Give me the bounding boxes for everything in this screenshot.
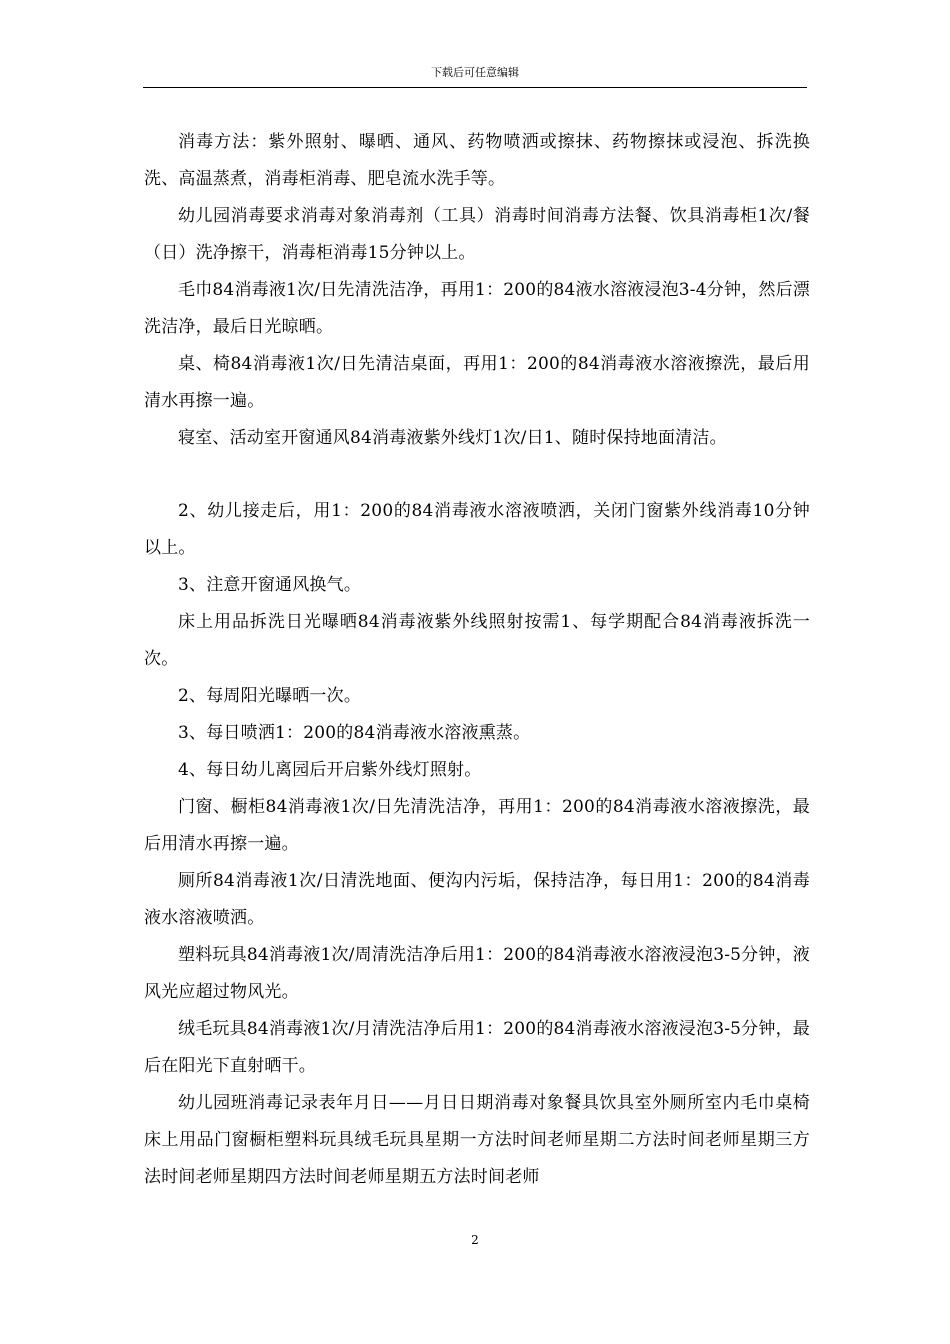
- paragraph-towel: 毛巾84消毒液1次/日先清洗洁净，再用1：200的84液水溶液浸泡3-4分钟，然后漂洗洁净，最后日光晾晒。: [144, 280, 810, 337]
- paragraph-record-table: 幼儿园班消毒记录表年月日——月日日期消毒对象餐具饮具室外厕所室内毛巾桌椅床上用品门窗橱柜塑料玩具绒毛玩具星期一方法时间老师星期二方法时间老师星期三方法时间老师星期四方法时间老师星期五方法时间老师: [144, 1093, 810, 1187]
- document-body: [144, 124, 810, 1196]
- paragraph-gap: [144, 457, 810, 493]
- paragraph-bedding: 床上用品拆洗日光曝晒84消毒液紫外线照射按需1、每学期配合84消毒液拆洗一次。: [144, 612, 810, 669]
- paragraph-toilet: 厕所84消毒液1次/日清洗地面、便沟内污垢，保持洁净，每日用1：200的84消毒液水溶液喷洒。: [144, 871, 810, 928]
- paragraph-tableware: 幼儿园消毒要求消毒对象消毒剂（工具）消毒时间消毒方法餐、饮具消毒柜1次/餐（日）洗净擦干，消毒柜消毒15分钟以上。: [144, 206, 810, 263]
- paragraph-uv-lamp: 4、每日幼儿离园后开启紫外线灯照射。: [178, 760, 482, 780]
- paragraph-plastic-toys: 塑料玩具84消毒液1次/周清洗洁净后用1：200的84消毒液水溶液浸泡3-5分钟，液风光应超过物风光。: [144, 945, 810, 1002]
- paragraph-bedroom: 寝室、活动室开窗通风84消毒液紫外线灯1次/日1、随时保持地面清洁。: [178, 428, 727, 448]
- paragraph-daily-spray: 3、每日喷洒1：200的84消毒液水溶液熏蒸。: [178, 723, 531, 743]
- paragraph-weekly-sun: 2、每周阳光曝晒一次。: [178, 686, 362, 706]
- page-header: 下载后可任意编辑: [431, 66, 519, 79]
- paragraph-tables-chairs: 桌、椅84消毒液1次/日先清洁桌面，再用1：200的84消毒液水溶液擦洗，最后用清水再擦一遍。: [144, 354, 810, 411]
- page-number: 2: [471, 1233, 479, 1247]
- paragraph-doors-cabinets: 门窗、橱柜84消毒液1次/日先清洗洁净，再用1：200的84消毒液水溶液擦洗，最后用清水再擦一遍。: [144, 797, 810, 854]
- paragraph-after-pickup: 2、幼儿接走后，用1：200的84消毒液水溶液喷洒，关闭门窗紫外线消毒10分钟以上。: [144, 501, 810, 558]
- paragraph-disinfection-methods: 消毒方法：紫外照射、曝晒、通风、药物喷洒或擦抹、药物擦抹或浸泡、拆洗换洗、高温蒸煮，消毒柜消毒、肥皂流水洗手等。: [144, 132, 810, 189]
- paragraph-ventilation: 3、注意开窗通风换气。: [178, 575, 362, 595]
- paragraph-plush-toys: 绒毛玩具84消毒液1次/月清洗洁净后用1：200的84消毒液水溶液浸泡3-5分钟，最后在阳光下直射晒干。: [144, 1019, 810, 1076]
- header-divider: [143, 87, 807, 88]
